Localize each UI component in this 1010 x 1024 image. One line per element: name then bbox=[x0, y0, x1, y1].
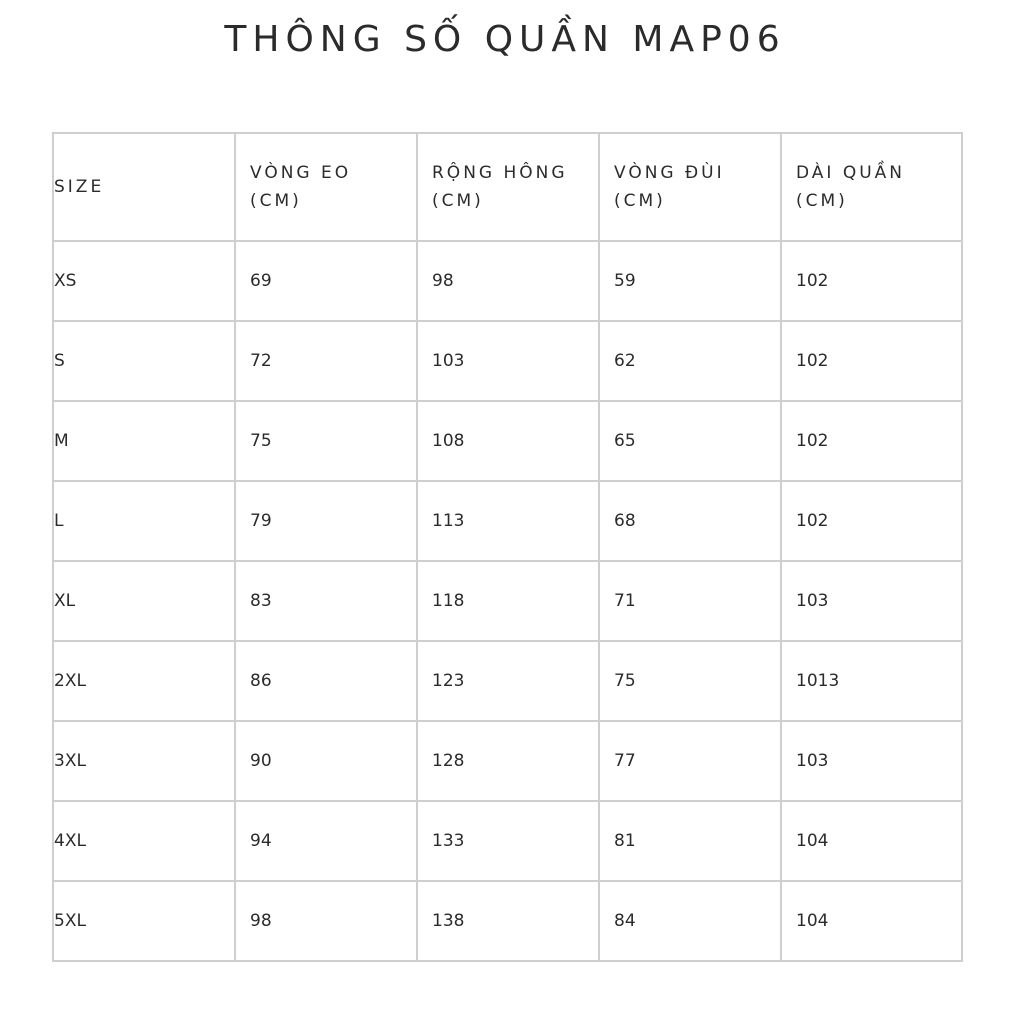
cell-size: XL bbox=[53, 561, 235, 641]
cell-length: 103 bbox=[781, 721, 962, 801]
page-title: THÔNG SỐ QUẦN MAP06 bbox=[224, 19, 786, 60]
cell-thigh: 62 bbox=[599, 321, 781, 401]
table-row bbox=[53, 321, 962, 401]
table-row bbox=[53, 641, 962, 721]
header-waist: VÒNG EO (CM) bbox=[235, 133, 417, 241]
cell-hip: 98 bbox=[417, 241, 599, 321]
cell-hip: 133 bbox=[417, 801, 599, 881]
cell-length: 102 bbox=[781, 321, 962, 401]
table-row bbox=[53, 481, 962, 561]
cell-size: M bbox=[53, 401, 235, 481]
cell-thigh: 84 bbox=[599, 881, 781, 961]
header-hip: RỘNG HÔNG (CM) bbox=[417, 133, 599, 241]
size-chart-table bbox=[52, 132, 963, 962]
cell-hip: 108 bbox=[417, 401, 599, 481]
cell-waist: 69 bbox=[235, 241, 417, 321]
table-row bbox=[53, 801, 962, 881]
cell-size: 3XL bbox=[53, 721, 235, 801]
cell-thigh: 75 bbox=[599, 641, 781, 721]
cell-hip: 118 bbox=[417, 561, 599, 641]
cell-waist: 86 bbox=[235, 641, 417, 721]
cell-waist: 79 bbox=[235, 481, 417, 561]
cell-length: 104 bbox=[781, 801, 962, 881]
cell-length: 1013 bbox=[781, 641, 962, 721]
cell-length: 104 bbox=[781, 881, 962, 961]
cell-length: 102 bbox=[781, 241, 962, 321]
cell-thigh: 81 bbox=[599, 801, 781, 881]
cell-thigh: 77 bbox=[599, 721, 781, 801]
table-row bbox=[53, 881, 962, 961]
cell-thigh: 68 bbox=[599, 481, 781, 561]
cell-size: 5XL bbox=[53, 881, 235, 961]
cell-thigh: 65 bbox=[599, 401, 781, 481]
header-size: SIZE bbox=[53, 133, 235, 241]
cell-waist: 90 bbox=[235, 721, 417, 801]
cell-hip: 103 bbox=[417, 321, 599, 401]
cell-hip: 113 bbox=[417, 481, 599, 561]
cell-hip: 128 bbox=[417, 721, 599, 801]
cell-size: 2XL bbox=[53, 641, 235, 721]
table-row bbox=[53, 241, 962, 321]
cell-waist: 83 bbox=[235, 561, 417, 641]
cell-hip: 123 bbox=[417, 641, 599, 721]
table-row bbox=[53, 561, 962, 641]
cell-size: S bbox=[53, 321, 235, 401]
cell-size: L bbox=[53, 481, 235, 561]
cell-length: 102 bbox=[781, 481, 962, 561]
cell-length: 102 bbox=[781, 401, 962, 481]
table-header-row bbox=[53, 133, 962, 241]
cell-waist: 94 bbox=[235, 801, 417, 881]
cell-thigh: 59 bbox=[599, 241, 781, 321]
cell-size: XS bbox=[53, 241, 235, 321]
header-length: DÀI QUẦN (CM) bbox=[781, 133, 962, 241]
cell-waist: 72 bbox=[235, 321, 417, 401]
cell-thigh: 71 bbox=[599, 561, 781, 641]
cell-size: 4XL bbox=[53, 801, 235, 881]
cell-waist: 98 bbox=[235, 881, 417, 961]
table-row bbox=[53, 721, 962, 801]
cell-hip: 138 bbox=[417, 881, 599, 961]
header-thigh: VÒNG ĐÙI (CM) bbox=[599, 133, 781, 241]
table-row bbox=[53, 401, 962, 481]
cell-waist: 75 bbox=[235, 401, 417, 481]
cell-length: 103 bbox=[781, 561, 962, 641]
